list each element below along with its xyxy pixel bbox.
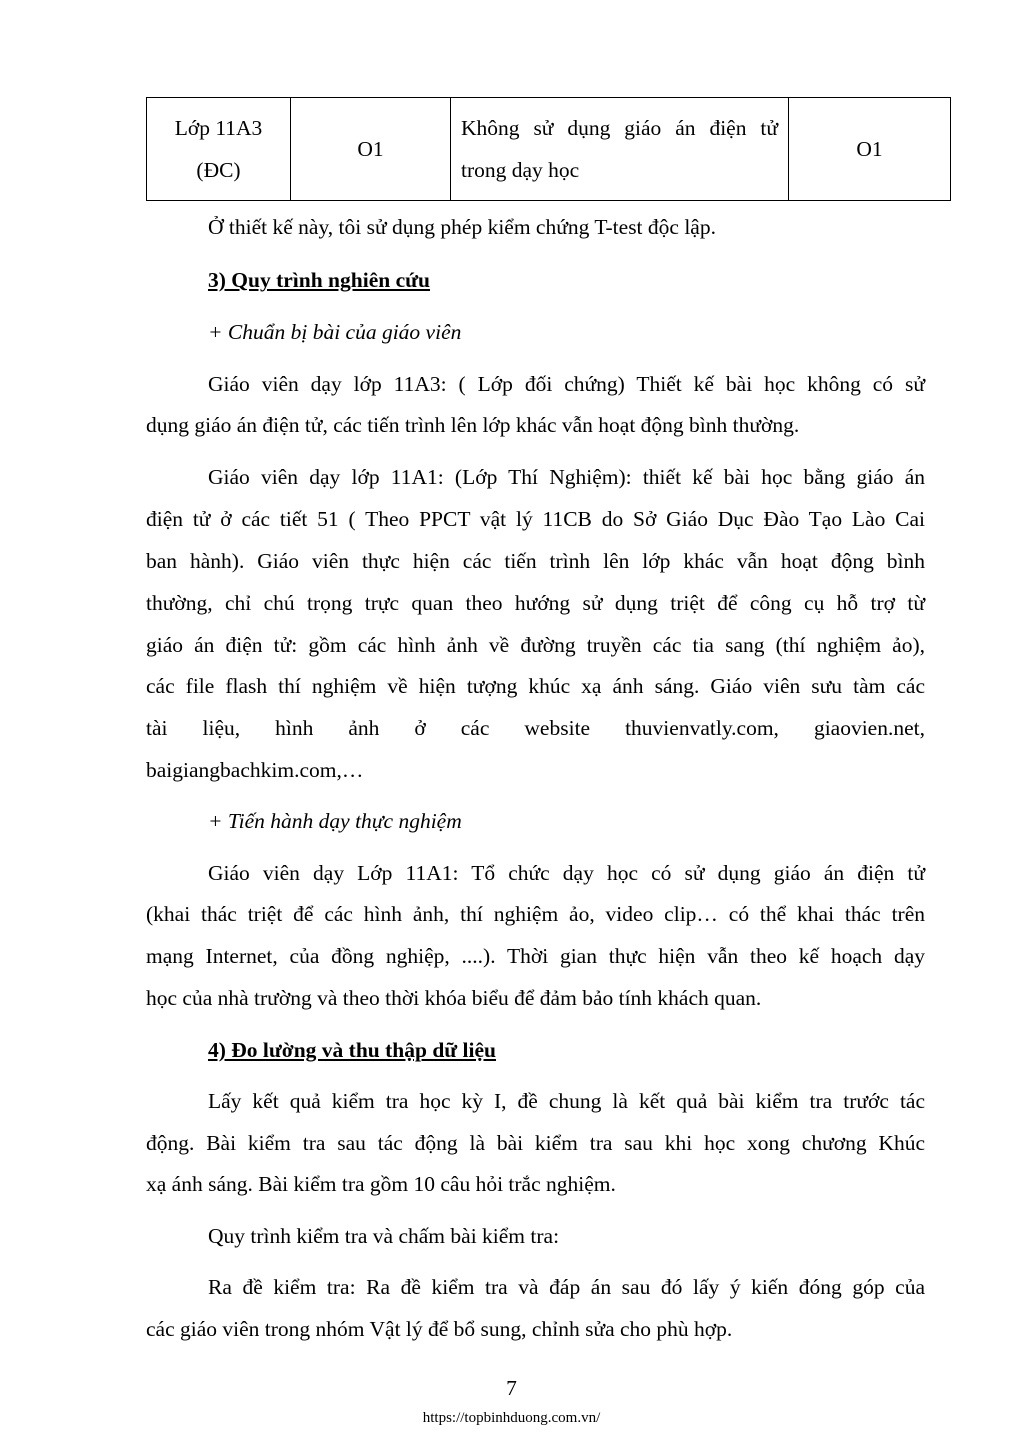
paragraph-line: baigiangbachkim.com,… [146, 758, 364, 782]
paragraph-line: các file flash thí nghiệm về hiện tượng khúc xạ ánh sáng. Giáo viên sưu tàm các [146, 674, 925, 698]
treatment-cell [451, 98, 789, 201]
treatment-line: Không sử dụng giáo án điện tử [461, 116, 778, 140]
section-heading-3: 3) Quy trình nghiên cứu [208, 268, 430, 292]
paragraph-line: thường, chỉ chú trọng trực quan theo hướng sử dụng triệt để công cụ hỗ trợ từ [146, 591, 925, 615]
group-type: (ĐC) [196, 158, 241, 182]
subheading-prep: + Chuẩn bị bài của giáo viên [208, 320, 462, 344]
paragraph-line: các giáo viên trong nhóm Vật lý để bổ sung, chỉnh sửa cho phù hợp. [146, 1317, 733, 1341]
paragraph-line: giáo án điện tử: gồm các hình ảnh về đường truyền các tia sang (thí nghiệm ảo), [146, 633, 925, 657]
paragraph-line: (khai thác triệt để các hình ảnh, thí nghiệm ảo, video clip… có thể khai thác trên [146, 902, 925, 926]
paragraph-line: động. Bài kiểm tra sau tác động là bài kiểm tra sau khi học xong chương Khúc [146, 1131, 925, 1155]
group-name: Lớp 11A3 [174, 116, 263, 140]
paragraph-line: xạ ánh sáng. Bài kiểm tra gồm 10 câu hỏi trắc nghiệm. [146, 1172, 616, 1196]
section-heading-4: 4) Đo lường và thu thập dữ liệu [208, 1038, 497, 1062]
paragraph-line: mạng Internet, của đồng nghiệp, ....). Thời gian thực hiện vẫn theo kế hoạch dạy [146, 944, 925, 968]
paragraph-line: Quy trình kiểm tra và chấm bài kiểm tra: [208, 1224, 560, 1248]
paragraph-line: điện tử ở các tiết 51 ( Theo PPCT vật lý 11CB do Sở Giáo Dục Đào Tạo Lào Cai [146, 507, 925, 531]
paragraph-ttest: Ở thiết kế này, tôi sử dụng phép kiểm chứng T-test độc lập. [208, 215, 716, 239]
group-cell [147, 98, 291, 201]
paragraph-line: Lấy kết quả kiểm tra học kỳ I, đề chung là kết quả bài kiểm tra trước tác [208, 1089, 925, 1113]
paragraph-line: dụng giáo án điện tử, các tiến trình lên lớp khác vẫn hoạt động bình thường. [146, 413, 800, 437]
post-test-cell: O1 [789, 98, 951, 201]
paragraph-line: Giáo viên dạy Lớp 11A1: Tổ chức dạy học có sử dụng giáo án điện tử [208, 861, 925, 885]
paragraph-line: ban hành). Giáo viên thực hiện các tiến trình lên lớp khác vẫn hoạt động bình [146, 549, 925, 573]
table-row [147, 98, 951, 201]
pre-test-cell: O1 [291, 98, 451, 201]
paragraph-line: tài liệu, hình ảnh ở các website thuvienvatly.com, giaovien.net, [146, 716, 925, 740]
research-design-table [146, 97, 951, 201]
subheading-teaching: + Tiến hành dạy thực nghiệm [208, 809, 462, 833]
paragraph-line: Ra đề kiểm tra: Ra đề kiểm tra và đáp án sau đó lấy ý kiến đóng góp của [208, 1275, 925, 1299]
paragraph-line: Giáo viên dạy lớp 11A3: ( Lớp đối chứng) Thiết kế bài học không có sử [208, 372, 925, 396]
page-number: 7 [506, 1376, 517, 1400]
footer-url: https://topbinhduong.com.vn/ [422, 1410, 601, 1426]
treatment-line: trong dạy học [461, 158, 580, 182]
paragraph-line: Giáo viên dạy lớp 11A1: (Lớp Thí Nghiệm): thiết kế bài học bằng giáo án [208, 465, 925, 489]
paragraph-line: học của nhà trường và theo thời khóa biểu để đảm bảo tính khách quan. [146, 986, 762, 1010]
